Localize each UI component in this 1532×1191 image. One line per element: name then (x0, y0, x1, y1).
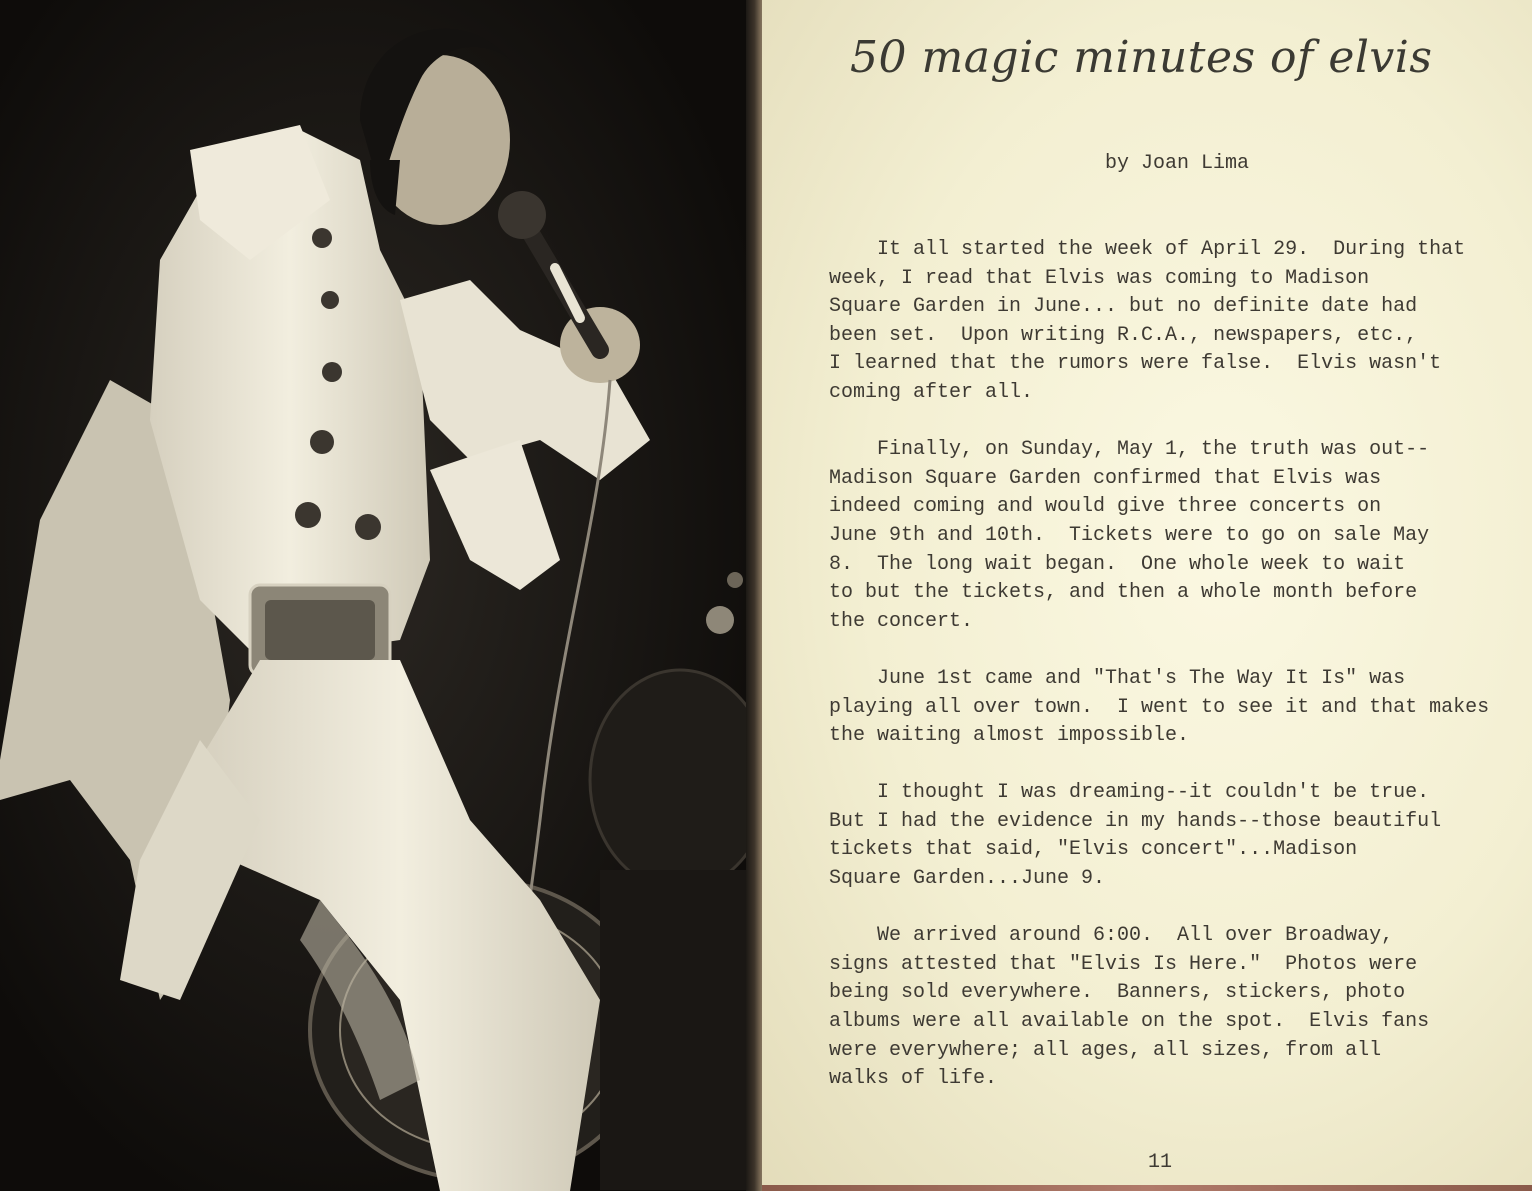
paragraph (829, 665, 1519, 751)
text-line: were everywhere; all ages, all sizes, from all (829, 1038, 1382, 1062)
text-line: to but the tickets, and then a whole month before (829, 581, 1418, 605)
text-line: Madison Square Garden confirmed that Elvis was (829, 466, 1382, 490)
text-line: But I had the evidence in my hands--those beautiful (829, 809, 1442, 833)
text-line: signs attested that "Elvis Is Here." Photos were (829, 952, 1418, 976)
text-line: the concert. (829, 609, 974, 633)
text-line: walks of life. (829, 1067, 998, 1091)
text-line: June 1st came and "That's The Way It Is" was (829, 666, 1406, 690)
concert-photo (0, 0, 756, 1191)
paragraph (829, 779, 1519, 893)
text-line: the waiting almost impossible. (829, 724, 1190, 748)
text-line: Finally, on Sunday, May 1, the truth was out-- (829, 438, 1430, 462)
text-line: playing all over town. I went to see it and that makes (829, 695, 1490, 719)
text-line: I learned that the rumors were false. Elvis wasn't (829, 352, 1442, 376)
article-byline: by Joan Lima (1105, 152, 1250, 175)
article-body (829, 236, 1519, 1122)
text-line: albums were all available on the spot. Elvis fans (829, 1010, 1430, 1034)
text-line: Square Garden in June... but no definite date had (829, 295, 1418, 319)
text-line: been set. Upon writing R.C.A., newspapers, etc., (829, 323, 1418, 347)
page-edge (762, 1185, 1532, 1191)
text-line: 8. The long wait began. One whole week to wait (829, 552, 1406, 576)
article-page (762, 0, 1532, 1191)
text-line: I thought I was dreaming--it couldn't be true. (829, 781, 1430, 805)
paragraph (829, 236, 1519, 408)
text-line: being sold everywhere. Banners, stickers, photo (829, 981, 1406, 1005)
paragraph (829, 922, 1519, 1094)
performer-photo-image (0, 0, 756, 1191)
paragraph (829, 436, 1519, 636)
text-line: It all started the week of April 29. During that (829, 238, 1466, 261)
page-number: 11 (1148, 1151, 1173, 1174)
text-line: week, I read that Elvis was coming to Madison (829, 266, 1370, 290)
article-title: 50 magic minutes of elvis (850, 32, 1433, 83)
text-line: We arrived around 6:00. All over Broadway, (829, 924, 1394, 948)
text-line: Square Garden...June 9. (829, 867, 1106, 891)
text-line: indeed coming and would give three concerts on (829, 495, 1382, 519)
text-line: coming after all. (829, 380, 1034, 404)
text-line: tickets that said, "Elvis concert"...Madison (829, 838, 1358, 862)
text-line: June 9th and 10th. Tickets were to go on sale May (829, 523, 1430, 547)
